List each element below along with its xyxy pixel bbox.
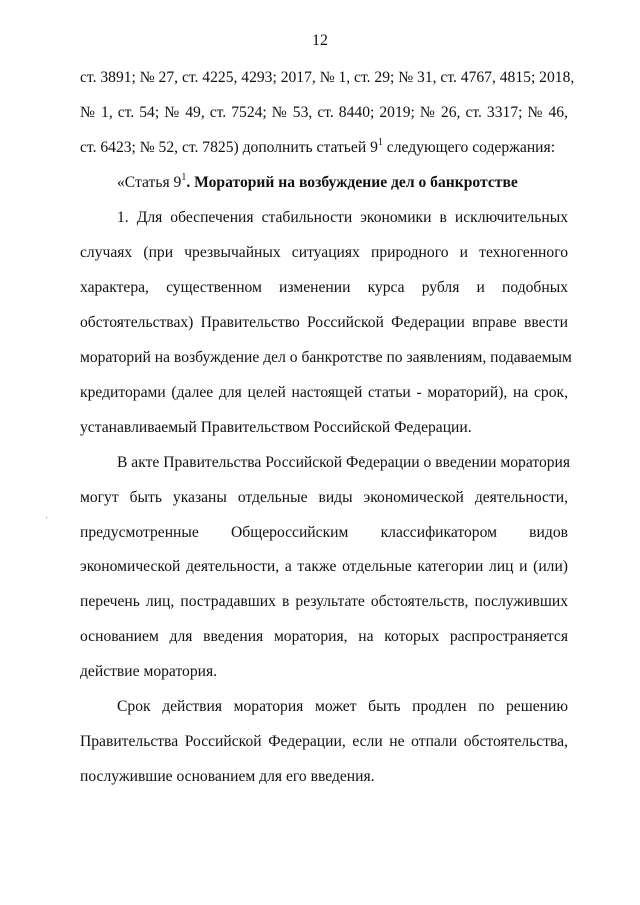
text-line: 1. Для обеспечения стабильности экономики в исключительных [117, 209, 568, 226]
superscript: 1 [181, 171, 187, 183]
article-label: «Статья 9 [117, 174, 182, 191]
text-line: обстоятельствах) Правительство Российской Федерации вправе ввести [80, 314, 568, 331]
text-line: Срок действия моратория может быть продлен по решению [117, 698, 568, 715]
heading-dot: . [186, 174, 195, 191]
page-number: 12 [312, 32, 328, 49]
text-line: ст. 3891; № 27, ст. 4225, 4293; 2017, № 1, ст. 29; № 31, ст. 4767, 4815; 2018, [80, 69, 575, 86]
text-line: экономической деятельности, а также отдельные категории лиц и (или) [80, 558, 568, 575]
article-heading [117, 173, 568, 193]
text-line [80, 138, 568, 158]
text-fragment: ст. 6423; № 52, ст. 7825) дополнить статьей 9 [80, 139, 378, 156]
text-line: предусмотренные Общероссийским классификатором видов [80, 524, 568, 541]
text-line: могут быть указаны отдельные виды экономической деятельности, [80, 489, 568, 506]
text-line: случаях (при чрезвычайных ситуациях природного и техногенного [80, 244, 568, 261]
text-line: устанавливаемый Правительством Российской Федерации. [80, 419, 472, 436]
text-line: перечень лиц, пострадавших в результате обстоятельств, послуживших [80, 593, 568, 610]
text-line: В акте Правительства Российской Федерации о введении моратория [117, 454, 571, 471]
text-line: кредиторами (далее для целей настоящей статьи - мораторий), на срок, [80, 384, 568, 401]
text-line: основанием для введения моратория, на которых распространяется [80, 628, 568, 645]
text-fragment: следующего содержания: [382, 139, 556, 156]
text-line: Правительства Российской Федерации, если не отпали обстоятельства, [80, 733, 568, 750]
superscript: 1 [377, 136, 383, 148]
text-line: послужившие основанием для его введения. [80, 768, 375, 785]
scan-speck [46, 517, 47, 518]
text-line: действие моратория. [80, 663, 218, 680]
article-title: Мораторий на возбуждение дел о банкротстве [194, 174, 518, 191]
text-line: характера, существенном изменении курса рубля и подобных [80, 279, 568, 296]
text-line: № 1, ст. 54; № 49, ст. 7524; № 53, ст. 8440; 2019; № 26, ст. 3317; № 46, [80, 104, 568, 121]
text-line: мораторий на возбуждение дел о банкротстве по заявлениям, подаваемым [80, 349, 572, 366]
